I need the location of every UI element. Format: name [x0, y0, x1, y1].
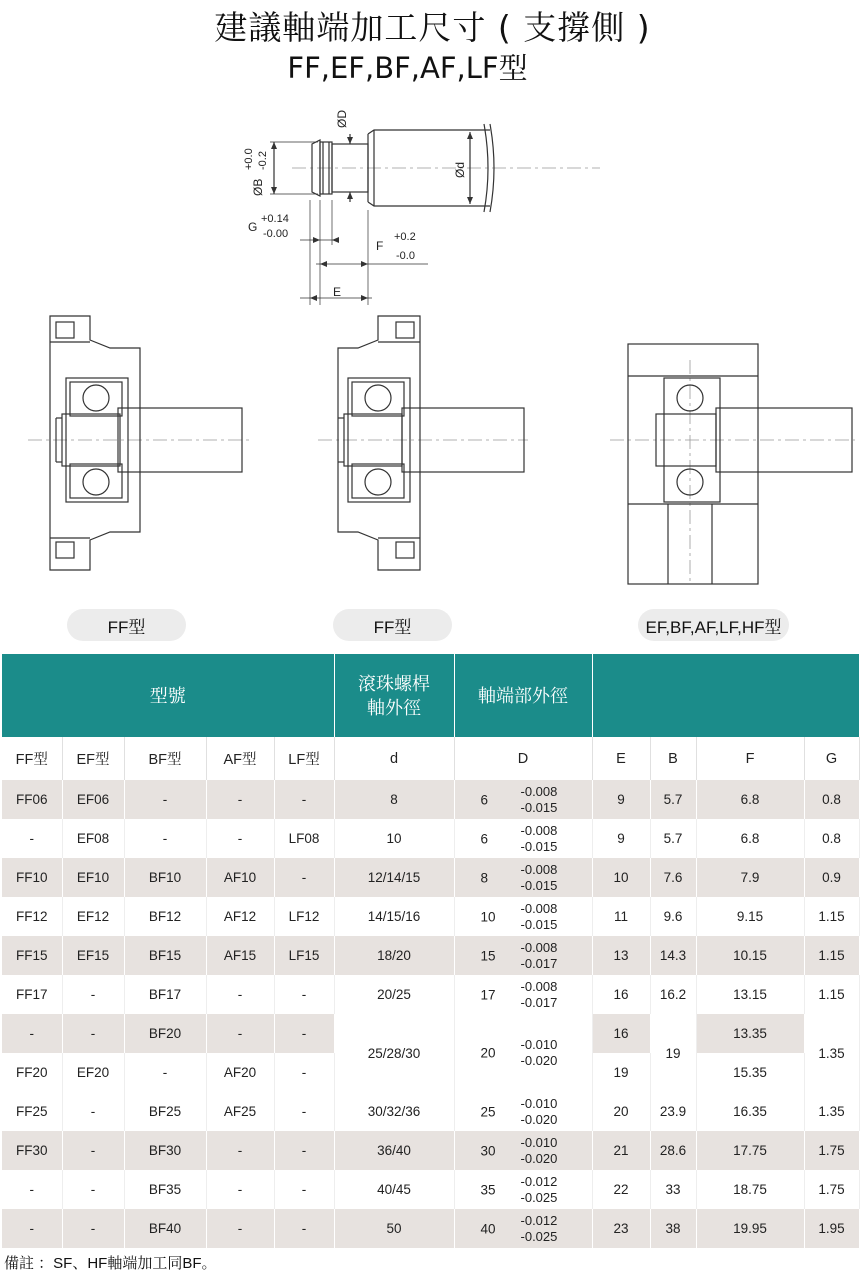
table-row: FF30 - BF30 - - 36/40 30 -0.010 -0.020 21 28.6 17.75 1.75: [2, 1131, 859, 1170]
table-row: FF15 EF15 BF15 AF15 LF15 18/20 15 -0.008 -0.017 13 14.3 10.15 1.15: [2, 936, 859, 975]
col-F: F: [696, 737, 804, 780]
col-d: d: [334, 737, 454, 780]
table-row: - EF08 - - LF08 10 6 -0.008 -0.015 9 5.7 6.8 0.8: [2, 819, 859, 858]
header-model: 型號: [2, 654, 334, 737]
dimension-table: [2, 654, 860, 1248]
page-subtitle: FF,EF,BF,AF,LF型: [287, 51, 528, 85]
table-row: - - BF35 - - 40/45 35 -0.012 -0.025 22 33 18.75 1.75: [2, 1170, 859, 1209]
col-D: D: [454, 737, 592, 780]
phi-D-label: ØD: [335, 110, 349, 128]
b-tol-upper: +0.0: [243, 148, 255, 170]
view-label-ff-1: FF型: [67, 609, 186, 641]
col-bf: BF型: [124, 737, 206, 780]
table-row: FF10 EF10 BF10 AF10 - 12/14/15 8 -0.008 -0.015 10 7.6 7.9 0.9: [2, 858, 859, 897]
view-ff-2: [318, 316, 528, 570]
b-tol-lower: -0.2: [257, 151, 269, 170]
table-row: FF25 - BF25 AF25 - 30/32/36 25 -0.010 -0.020 20 23.9 16.35 1.35: [2, 1092, 859, 1131]
g-tol-upper: +0.14: [261, 213, 289, 225]
view-label-bf: EF,BF,AF,LF,HF型: [638, 609, 789, 641]
e-label: E: [333, 285, 342, 299]
header-shaft-end: 軸端部外徑: [454, 654, 592, 737]
table-row: FF12 EF12 BF12 AF12 LF12 14/15/16 10 -0.008 -0.015 11 9.6 9.15 1.15: [2, 897, 859, 936]
col-B: B: [650, 737, 696, 780]
col-ff: FF型: [2, 737, 62, 780]
view-ff-1: [28, 316, 250, 570]
g-tol-lower: -0.00: [263, 228, 289, 240]
f-tol-upper: +0.2: [394, 231, 416, 243]
col-E: E: [592, 737, 650, 780]
header-blank: [592, 654, 859, 737]
table-row: FF06 EF06 - - - 8 6 -0.008 -0.015 9 5.7 6.8 0.8: [2, 780, 859, 819]
shaft-end-detail: [270, 124, 600, 305]
footnote: 備註 ：SF、HF軸端加工同BF。: [4, 1255, 217, 1272]
table-row: FF17 - BF17 - - 20/25 17 -0.008 -0.017 16 16.2 13.15 1.15: [2, 975, 859, 1014]
col-ef: EF型: [62, 737, 124, 780]
table-row: - - BF20 - - 25/28/30 20 -0.010 -0.020 16 19 13.35 1.35: [2, 1014, 859, 1053]
phi-d-label: Ød: [453, 161, 467, 178]
col-af: AF型: [206, 737, 274, 780]
header-screw-diameter: 滾珠螺桿 軸外徑: [334, 654, 454, 737]
page-title: 建議軸端加工尺寸 ( 支撐側 ): [214, 8, 651, 47]
col-lf: LF型: [274, 737, 334, 780]
table-row: - - BF40 - - 50 40 -0.012 -0.025 23 38 19.95 1.95: [2, 1209, 859, 1248]
g-label: G: [248, 220, 258, 234]
view-bf: [610, 344, 855, 584]
table-row: FF20 EF20 - AF20 - 19 15.35: [2, 1053, 859, 1092]
col-G: G: [804, 737, 859, 780]
view-label-ff-2: FF型: [333, 609, 452, 641]
f-tol-lower: -0.0: [396, 250, 415, 262]
phi-B-label: ØB: [251, 178, 265, 196]
f-label: F: [376, 239, 384, 253]
